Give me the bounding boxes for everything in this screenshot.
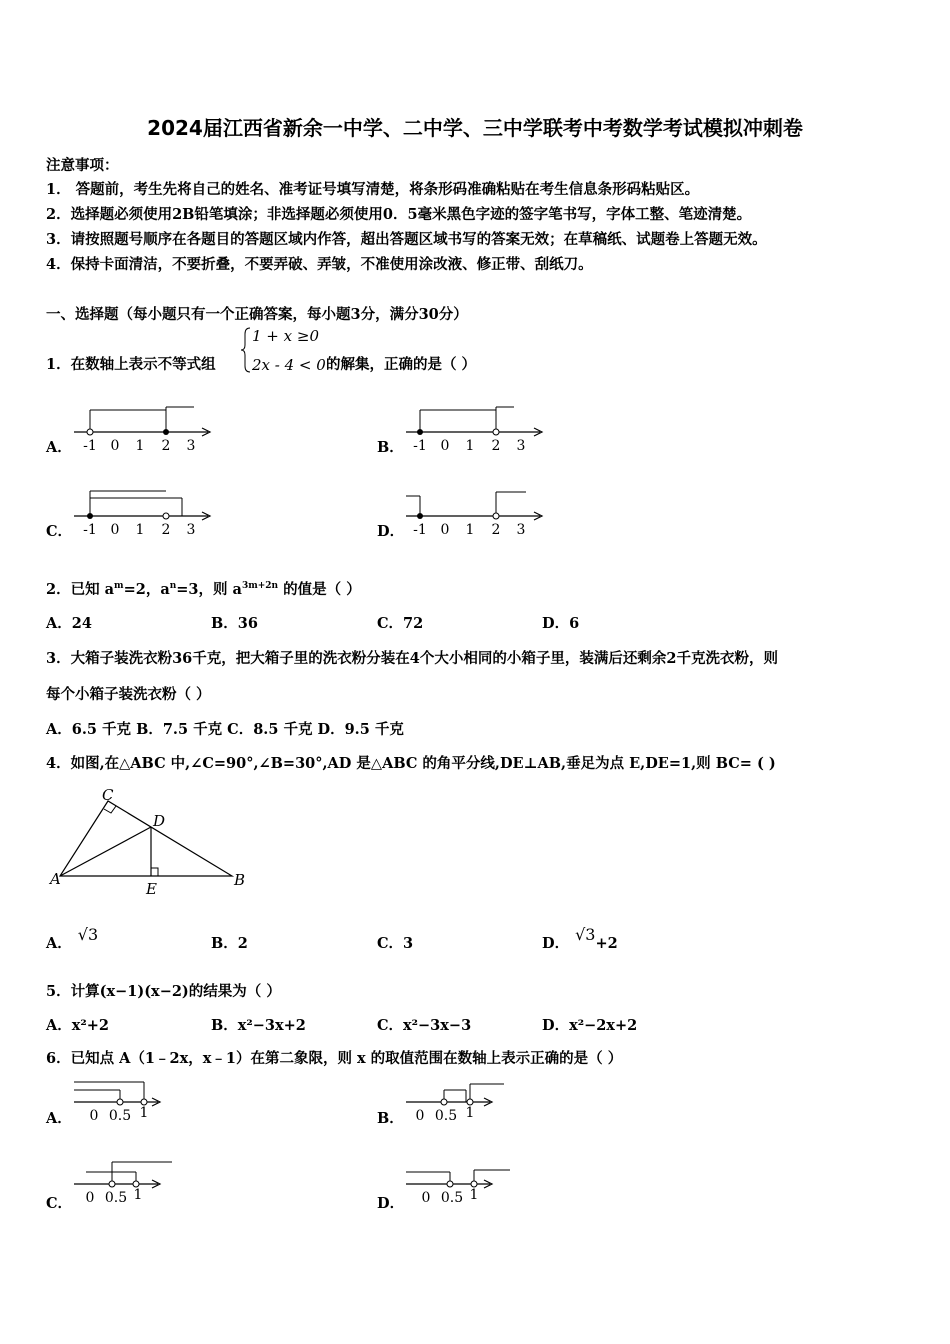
notice-item-2: 2．选择题必须使用2B铅笔填涂；非选择题必须使用0．5毫米黑色字迹的签字笔书写，字体工整、笔迹清楚。 xyxy=(46,206,752,223)
tick-label: 2 xyxy=(161,522,171,538)
q6-option-c[interactable]: C． xyxy=(46,1195,73,1212)
q6-option-d[interactable]: D． xyxy=(377,1195,405,1212)
q5-text: 5．计算(x−1)(x−2)的结果为（ ） xyxy=(46,983,281,1000)
q6-text: 6．已知点 A（1﹣2x，x﹣1）在第二象限，则 x 的取值范围在数轴上表示正确的是（ ） xyxy=(46,1050,623,1067)
q2-text: 2．已知 $a^m=2$，$a^n=3$，则 $a^{3m+2n}$ 的值是（ ） xyxy=(46,581,361,598)
tick-label: 0 xyxy=(110,438,120,454)
q2-option-a[interactable]: A．24 xyxy=(46,615,92,632)
q4-option-c[interactable]: C．3 xyxy=(377,935,414,952)
tick-label: 1 xyxy=(469,1187,479,1203)
q1-option-a[interactable]: A． xyxy=(46,439,72,456)
q1-numberline-c xyxy=(70,488,220,540)
tick-label: 0 xyxy=(89,1108,99,1124)
tick-label: -1 xyxy=(413,438,427,454)
tick-label: 1 xyxy=(465,438,475,454)
tick-label: 1 xyxy=(135,438,145,454)
tick-label: 1 xyxy=(139,1105,149,1121)
tick-label: -1 xyxy=(83,522,97,538)
q1-numberline-a xyxy=(70,404,220,456)
tick-label: 3 xyxy=(516,522,526,538)
q1-option-b[interactable]: B． xyxy=(377,439,404,456)
q1-prefix: 1．在数轴上表示不等式组 xyxy=(46,356,216,373)
point-label-a: A xyxy=(50,870,61,888)
tick-label: 1 xyxy=(133,1187,143,1203)
notice-heading: 注意事项： xyxy=(46,157,119,174)
notice-item-4: 4．保持卡面清洁，不要折叠，不要弄破、弄皱，不准使用涂改液、修正带、刮纸刀。 xyxy=(46,256,593,273)
tick-label: 2 xyxy=(491,438,501,454)
q5-option-b[interactable]: B．x²−3x+2 xyxy=(211,1017,306,1034)
tick-label: 0 xyxy=(85,1190,95,1206)
tick-label: 3 xyxy=(186,438,196,454)
tick-label: 3 xyxy=(516,438,526,454)
q4-option-b[interactable]: B．2 xyxy=(211,935,248,952)
notice-item-3: 3．请按照题号顺序在各题目的答题区域内作答，超出答题区域书写的答案无效；在草稿纸、试题卷上答题无效。 xyxy=(46,231,767,248)
tick-label: 1 xyxy=(465,522,475,538)
q1-ineq-2: 2x - 4 < 0 xyxy=(252,356,326,374)
q6-numberline-d xyxy=(404,1158,514,1208)
tick-label: -1 xyxy=(413,522,427,538)
q1-option-d[interactable]: D． xyxy=(377,523,405,540)
tick-label: 2 xyxy=(161,438,171,454)
tick-label: 0 xyxy=(415,1108,425,1124)
q1-suffix: 的解集，正确的是（ ） xyxy=(326,356,477,373)
q5-option-a[interactable]: A．x²+2 xyxy=(46,1017,109,1034)
tick-label: 0 xyxy=(110,522,120,538)
q1-ineq-1: 1 + x ≥0 xyxy=(252,327,319,345)
q3-line-2: 每个小箱子装洗衣粉（ ） xyxy=(46,686,211,703)
brace-icon xyxy=(240,326,252,374)
notice-item-1: 1． 答题前，考生先将自己的姓名、准考证号填写清楚，将条形码准确粘贴在考生信息条形码粘贴区。 xyxy=(46,181,700,198)
tick-label: 0.5 xyxy=(108,1108,132,1124)
tick-label: 0.5 xyxy=(440,1190,464,1206)
page-title: 2024届江西省新余一中学、二中学、三中学联考中考数学考试模拟冲刺卷 xyxy=(147,116,803,140)
tick-label: 1 xyxy=(135,522,145,538)
q2-option-b[interactable]: B．36 xyxy=(211,615,258,632)
tick-label: 3 xyxy=(186,522,196,538)
section-heading: 一、选择题（每小题只有一个正确答案，每小题3分，满分30分） xyxy=(46,306,468,323)
q2-option-d[interactable]: D．6 xyxy=(542,615,580,632)
q4-text: 4．如图,在△ABC 中,∠C=90°,∠B=30°,AD 是△ABC 的角平分线,DE⊥AB,垂足为点 E,DE=1,则 BC= ( ) xyxy=(46,755,776,772)
point-label-d: D xyxy=(153,812,166,830)
q1-numberline-b xyxy=(402,404,552,456)
tick-label: -1 xyxy=(83,438,97,454)
tick-label: 0.5 xyxy=(434,1108,458,1124)
q6-numberline-c xyxy=(72,1158,182,1208)
tick-label: 0.5 xyxy=(104,1190,128,1206)
q4-option-d[interactable]: D． √3+2 xyxy=(542,925,618,952)
q3-line-1: 3．大箱子装洗衣粉36千克，把大箱子里的洗衣粉分装在4个大小相同的小箱子里，装满后还剩余2千克洗衣粉，则 xyxy=(46,650,778,667)
tick-label: 2 xyxy=(491,522,501,538)
q5-option-d[interactable]: D．x²−2x+2 xyxy=(542,1017,638,1034)
q1-numberline-d xyxy=(402,488,552,540)
q5-option-c[interactable]: C．x²−3x−3 xyxy=(377,1017,472,1034)
q6-numberline-b xyxy=(404,1076,514,1126)
q4-triangle-figure xyxy=(44,784,256,900)
tick-label: 0 xyxy=(440,438,450,454)
q3-options[interactable]: A．6.5 千克 B．7.5 千克 C．8.5 千克 D．9.5 千克 xyxy=(46,721,404,738)
q4-option-a[interactable]: A． √3 xyxy=(46,925,99,952)
tick-label: 0 xyxy=(421,1190,431,1206)
q6-option-b[interactable]: B． xyxy=(377,1110,404,1127)
point-label-c: C xyxy=(102,786,114,804)
point-label-e: E xyxy=(146,880,157,898)
tick-label: 1 xyxy=(465,1105,475,1121)
q1-option-c[interactable]: C． xyxy=(46,523,73,540)
q6-numberline-a xyxy=(72,1076,172,1126)
q6-option-a[interactable]: A． xyxy=(46,1110,72,1127)
point-label-b: B xyxy=(234,871,246,889)
tick-label: 0 xyxy=(440,522,450,538)
q2-option-c[interactable]: C．72 xyxy=(377,615,424,632)
